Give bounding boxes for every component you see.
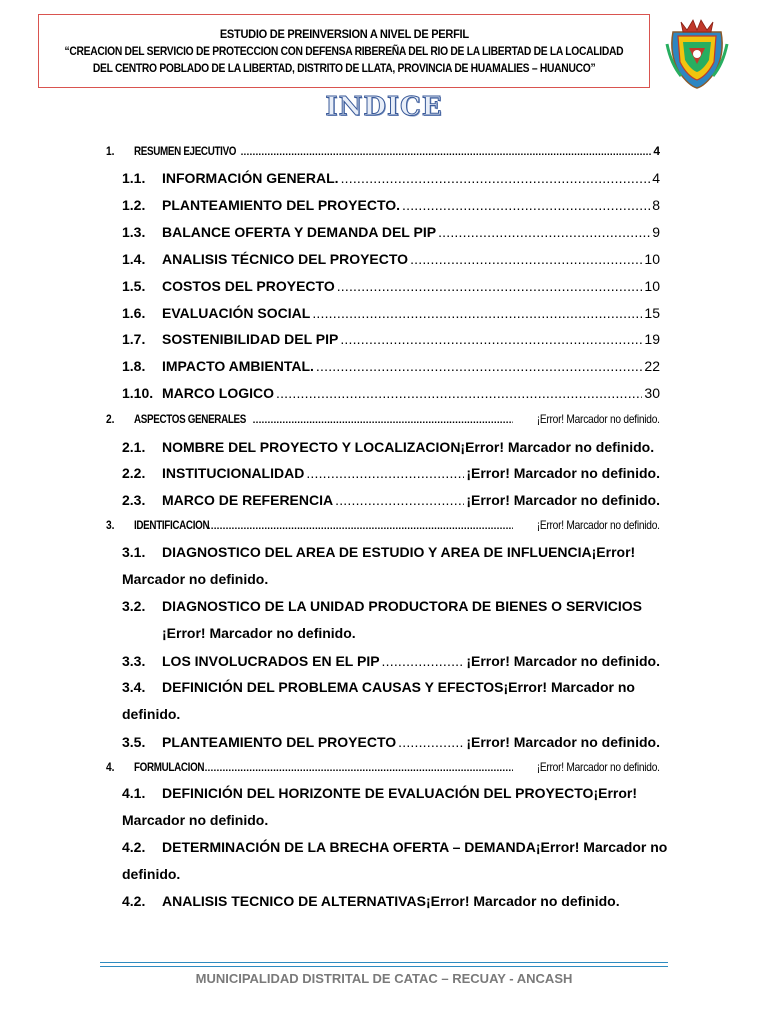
toc-text: DIAGNOSTICO DE LA UNIDAD PRODUCTORA DE BIENES O SERVICIOS (162, 598, 642, 614)
toc-text: ASPECTOS GENERALES (134, 412, 247, 426)
toc-page: 30 (644, 385, 660, 401)
toc-number: 1. (106, 144, 115, 158)
footer-divider (100, 962, 668, 963)
toc-text: DETERMINACIÓN DE LA BRECHA OFERTA – DEMANDA¡Error! Marcador no (162, 839, 668, 855)
toc-number: 1.4. (122, 251, 146, 267)
toc-text: FORMULACION (134, 760, 205, 774)
toc-leader (276, 385, 642, 401)
toc-entry[interactable] (106, 518, 660, 532)
toc-page: 10 (644, 278, 660, 294)
toc-text: INFORMACIÓN GENERAL. (162, 170, 339, 186)
toc-entry[interactable] (122, 224, 660, 240)
header-line-1: ESTUDIO DE PREINVERSION A NIVEL DE PERFIL (219, 27, 469, 41)
toc-number: 2.3. (122, 492, 146, 508)
toc-text: DEFINICIÓN DEL PROBLEMA CAUSAS Y EFECTOS¡Error! Marcador no (162, 679, 635, 695)
toc-page: 4 (653, 144, 660, 158)
toc-page: 4 (652, 170, 660, 186)
toc-page: 10 (644, 251, 660, 267)
toc-entry[interactable] (122, 734, 660, 750)
toc-continuation: definido. (122, 866, 181, 882)
toc-text: IMPACTO AMBIENTAL. (162, 358, 314, 374)
toc-leader (241, 147, 652, 158)
toc-entry[interactable] (106, 760, 660, 774)
header-line-3: DEL CENTRO POBLADO DE LA LIBERTAD, DISTRITO DE LLATA, PROVINCIA DE HUAMALIES – HUANUCO” (92, 61, 596, 75)
toc-number: 3.4. (122, 679, 146, 695)
toc-page: ¡Error! Marcador no definido. (466, 492, 660, 508)
toc-number: 1.8. (122, 358, 146, 374)
toc-number: 4. (106, 760, 115, 774)
toc-number: 3. (106, 518, 115, 532)
toc-page: 8 (652, 197, 660, 213)
toc-entry[interactable] (122, 893, 660, 909)
toc-entry[interactable] (106, 144, 660, 158)
toc-page: ¡Error! Marcador no definido. (425, 893, 620, 909)
toc-entry[interactable] (122, 385, 660, 401)
toc-page: ¡Error! Marcador no definido. (537, 518, 660, 532)
toc-leader (340, 331, 642, 347)
toc-text: ANALISIS TÉCNICO DEL PROYECTO (162, 251, 409, 267)
toc-number: 1.6. (122, 305, 146, 321)
toc-text: NOMBRE DEL PROYECTO Y LOCALIZACION¡Error! Marcador no definido. (162, 439, 655, 455)
toc-entry[interactable] (122, 331, 660, 347)
toc-entry[interactable] (122, 780, 712, 834)
toc-text: PLANTEAMIENTO DEL PROYECTO (162, 734, 397, 750)
toc-leader (402, 197, 650, 213)
toc-entry[interactable] (122, 305, 660, 321)
toc-entry[interactable] (122, 439, 660, 455)
toc-number: 4.2. (122, 839, 146, 855)
toc-entry[interactable] (122, 465, 660, 481)
toc-continuation: Marcador no definido. (122, 571, 269, 587)
toc-page: 22 (644, 358, 660, 374)
toc-leader (335, 492, 464, 508)
toc-continuation: Marcador no definido. (122, 812, 269, 828)
toc-number: 1.2. (122, 197, 146, 213)
toc-leader (438, 224, 650, 240)
toc-entry[interactable] (122, 674, 712, 728)
toc-number: 2.2. (122, 465, 146, 481)
toc-number: 2.1. (122, 439, 146, 455)
toc-text: MARCO DE REFERENCIA (162, 492, 334, 508)
toc-leader (208, 521, 514, 532)
toc-entry[interactable] (106, 412, 660, 426)
toc-number: 4.2. (122, 893, 146, 909)
toc-leader (337, 278, 643, 294)
toc-number: 1.10. (122, 385, 154, 401)
toc-number: 4.1. (122, 785, 146, 801)
footer-divider (100, 966, 668, 967)
toc-page: ¡Error! Marcador no definido. (466, 653, 660, 669)
toc-page: 9 (652, 224, 660, 240)
toc-page: 19 (644, 331, 660, 347)
toc-text: LOS INVOLUCRADOS EN EL PIP (162, 653, 380, 669)
toc-leader (306, 465, 464, 481)
toc-entry[interactable] (122, 593, 712, 647)
toc-number: 3.2. (122, 598, 146, 614)
toc-leader (253, 415, 514, 426)
page-footer: MUNICIPALIDAD DISTRITAL DE CATAC – RECUAY - ANCASH (195, 971, 573, 986)
toc-leader (398, 734, 464, 750)
toc-number: 1.3. (122, 224, 146, 240)
toc-text: DEFINICIÓN DEL HORIZONTE DE EVALUACIÓN DEL PROYECTO¡Error! (162, 785, 638, 801)
toc-leader (312, 305, 642, 321)
toc-leader (410, 251, 642, 267)
toc-text: ANALISIS TECNICO DE ALTERNATIVAS (162, 893, 426, 909)
municipal-coat-of-arms-icon (665, 14, 729, 90)
toc-page: ¡Error! Marcador no definido. (537, 412, 660, 426)
header-line-2: “CREACION DEL SERVICIO DE PROTECCION CON DEFENSA RIBEREÑA DEL RIO DE LA LIBERTAD DE LA LOCALIDAD (64, 44, 624, 58)
toc-number: 3.3. (122, 653, 146, 669)
toc-continuation: definido. (122, 706, 181, 722)
document-header (38, 14, 650, 88)
toc-page: 15 (644, 305, 660, 321)
toc-text: IDENTIFICACION (134, 518, 210, 532)
index-title: INDICE (325, 92, 443, 122)
toc-entry[interactable] (122, 251, 660, 267)
toc-text: RESUMEN EJECUTIVO (134, 144, 237, 158)
toc-entry[interactable] (122, 539, 712, 593)
toc-entry[interactable] (122, 834, 712, 888)
toc-leader (316, 358, 643, 374)
toc-page: ¡Error! Marcador no definido. (537, 760, 660, 774)
toc-number: 2. (106, 412, 115, 426)
toc-entry[interactable] (122, 358, 660, 374)
toc-number: 1.1. (122, 170, 146, 186)
toc-leader (202, 763, 514, 774)
toc-entry[interactable] (122, 278, 660, 294)
toc-text: INSTITUCIONALIDAD (162, 465, 305, 481)
toc-number: 1.5. (122, 278, 146, 294)
toc-leader (382, 653, 465, 669)
toc-continuation: ¡Error! Marcador no definido. (162, 625, 356, 641)
toc-page: ¡Error! Marcador no definido. (466, 734, 660, 750)
toc-leader (341, 170, 651, 186)
toc-text: COSTOS DEL PROYECTO (162, 278, 335, 294)
toc-text: DIAGNOSTICO DEL AREA DE ESTUDIO Y AREA DE INFLUENCIA¡Error! (162, 544, 636, 560)
toc-entry[interactable] (122, 653, 660, 669)
toc-text: PLANTEAMIENTO DEL PROYECTO. (162, 197, 401, 213)
toc-number: 3.5. (122, 734, 146, 750)
toc-entry[interactable] (122, 492, 660, 508)
toc-entry[interactable] (122, 170, 660, 186)
toc-page: ¡Error! Marcador no definido. (466, 465, 660, 481)
toc-entry[interactable] (122, 197, 660, 213)
toc-text: MARCO LOGICO (162, 385, 274, 401)
toc-number: 1.7. (122, 331, 146, 347)
toc-text: EVALUACIÓN SOCIAL (162, 305, 311, 321)
toc-text: BALANCE OFERTA Y DEMANDA DEL PIP (162, 224, 437, 240)
toc-number: 3.1. (122, 544, 146, 560)
toc-text: SOSTENIBILIDAD DEL PIP (162, 331, 339, 347)
